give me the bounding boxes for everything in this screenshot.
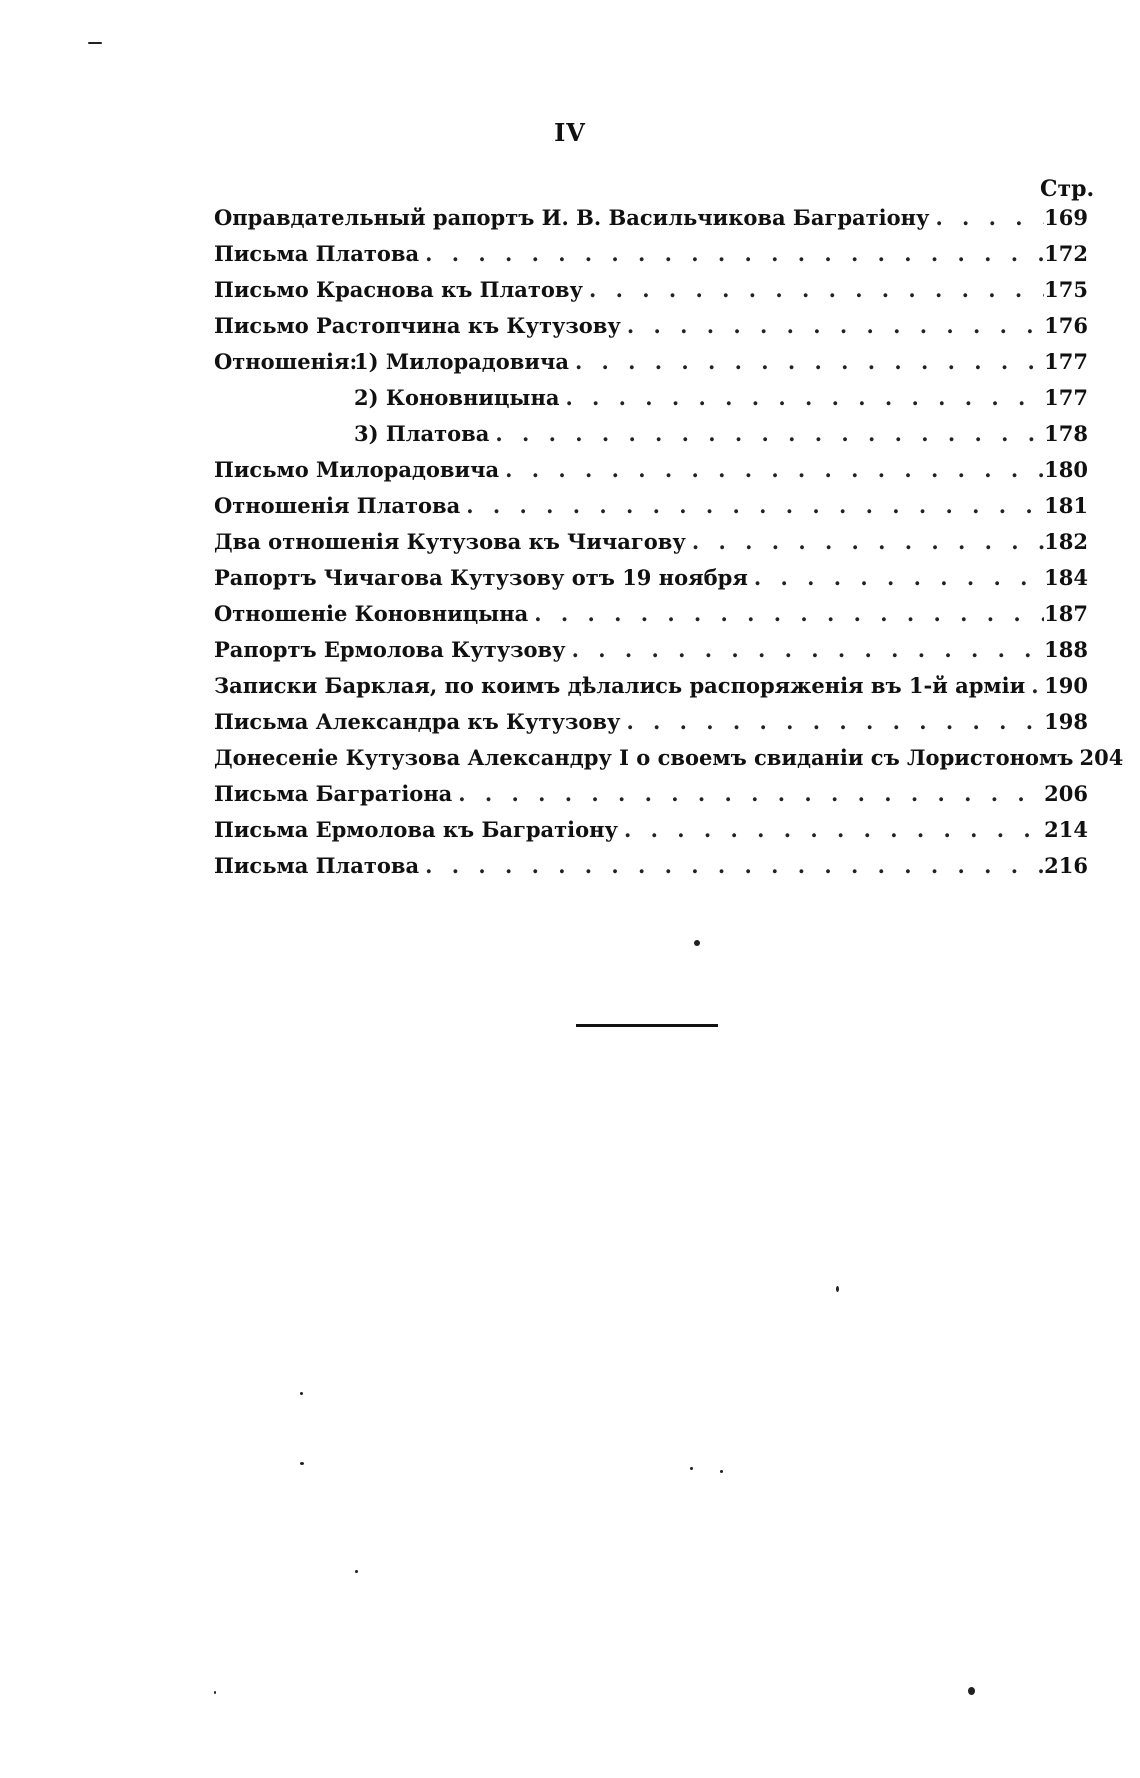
toc-dot-leader: [575, 349, 1044, 374]
toc-entry-page: 198: [1044, 709, 1088, 734]
toc-entry-page: 187: [1044, 601, 1088, 626]
toc-dot-leader: [624, 817, 1044, 842]
toc-entry: [214, 241, 1088, 277]
toc-entry-title: Письма Платова: [214, 853, 420, 878]
page-number: IV: [554, 118, 586, 147]
toc-entry: [214, 277, 1088, 313]
toc-entry-title: [214, 385, 565, 410]
toc-entry-title: Письмо Краснова къ Платову: [214, 277, 583, 302]
scan-speck: [88, 42, 102, 44]
toc-entry: [214, 493, 1088, 529]
toc-entry-page: 176: [1044, 313, 1088, 338]
toc-dot-leader: [935, 205, 1044, 230]
toc-entry-subtitle: 1) Милорадовича: [354, 349, 569, 374]
toc-entry-page: 177: [1044, 349, 1088, 374]
toc-entry-page: 214: [1044, 817, 1088, 842]
toc-entry-page: 172: [1044, 241, 1088, 266]
toc-entry: [214, 745, 1124, 781]
toc-entry-title: Письма Александра къ Кутузову: [214, 709, 621, 734]
toc-entry-title: Письма Багратіона: [214, 781, 453, 806]
toc-dot-leader: [1031, 673, 1044, 698]
toc-entry: [214, 421, 1088, 457]
toc-entry-title: Рапортъ Ермолова Кутузову: [214, 637, 566, 662]
toc-dot-leader: [692, 529, 1044, 554]
toc-entry-title: Донесеніе Кутузова Александру I о своемъ свиданіи съ Лористономъ: [214, 745, 1074, 770]
scan-speck: [300, 1392, 303, 1395]
toc-entry-page: 181: [1044, 493, 1088, 518]
scan-speck: [214, 1691, 216, 1694]
toc-entry: [214, 637, 1088, 673]
toc-entry-page: 188: [1044, 637, 1088, 662]
toc-entry-title: [214, 349, 575, 374]
scan-speck: [300, 1462, 304, 1465]
toc-entry-page: 184: [1044, 565, 1088, 590]
toc-dot-leader: [425, 853, 1044, 878]
toc-entry: [214, 529, 1088, 565]
toc-entry-title: Два отношенія Кутузова къ Чичагову: [214, 529, 686, 554]
toc-entry-title: Письмо Милорадовича: [214, 457, 500, 482]
scan-speck: [694, 940, 700, 946]
toc-entry-title: Письма Ермолова къ Багратіону: [214, 817, 618, 842]
toc-entry-page: 180: [1044, 457, 1088, 482]
toc-entry-page: 206: [1044, 781, 1088, 806]
toc-dot-leader: [425, 241, 1044, 266]
page-column-label: Стр.: [1040, 176, 1095, 202]
toc-entry: [214, 673, 1088, 709]
toc-entry: [214, 817, 1088, 853]
toc-entry-page: 216: [1044, 853, 1088, 878]
toc-entry-subtitle: 2) Коновницына: [354, 385, 560, 410]
scan-speck: [836, 1286, 839, 1292]
toc-entry-page: 175: [1044, 277, 1088, 302]
toc-entry: [214, 565, 1088, 601]
scan-speck: [968, 1687, 975, 1695]
toc-dot-leader: [495, 421, 1044, 446]
toc-entry-title: Оправдательный рапортъ И. В. Васильчикова Багратіону: [214, 205, 930, 230]
toc-entry-subtitle: 3) Платова: [354, 421, 490, 446]
toc-entry-title: Письмо Растопчина къ Кутузову: [214, 313, 621, 338]
scan-speck: [720, 1470, 723, 1473]
toc-entry: [214, 601, 1088, 637]
toc-entry: [214, 205, 1088, 241]
toc-entry-page: 182: [1044, 529, 1088, 554]
toc-entry: [214, 349, 1088, 385]
toc-entry: [214, 781, 1088, 817]
toc-dot-leader: [466, 493, 1044, 518]
toc-entry: [214, 313, 1088, 349]
toc-entry: [214, 457, 1088, 493]
closing-rule: [576, 1024, 718, 1027]
toc-entry-page: 177: [1044, 385, 1088, 410]
toc-entry-page: 178: [1044, 421, 1088, 446]
toc-entry: [214, 385, 1088, 421]
toc-entry-title: Отношеніе Коновницына: [214, 601, 529, 626]
toc-entry-page: 190: [1044, 673, 1088, 698]
toc-dot-leader: [505, 457, 1044, 482]
toc-dot-leader: [626, 709, 1044, 734]
toc-dot-leader: [534, 601, 1044, 626]
toc-dot-leader: [572, 637, 1044, 662]
toc-entry-title: Письма Платова: [214, 241, 420, 266]
toc-dot-leader: [754, 565, 1044, 590]
toc-entry-title: Записки Барклая, по коимъ дѣлались распоряженія въ 1-й арміи: [214, 673, 1026, 698]
toc-entry-page: 204: [1079, 745, 1124, 770]
toc-entry: [214, 853, 1088, 889]
toc-dot-leader: [627, 313, 1044, 338]
toc-entry-page: 169: [1044, 205, 1088, 230]
toc-entry-title: Рапортъ Чичагова Кутузову отъ 19 ноября: [214, 565, 748, 590]
toc-entry-title: Отношенія Платова: [214, 493, 461, 518]
toc-dot-leader: [458, 781, 1044, 806]
toc-entry-prefix: Отношенія:: [214, 349, 358, 374]
table-of-contents: [214, 205, 1124, 889]
toc-dot-leader: [565, 385, 1044, 410]
toc-dot-leader: [589, 277, 1044, 302]
scan-speck: [355, 1570, 358, 1573]
toc-entry-title: [214, 421, 495, 446]
scan-speck: [690, 1467, 693, 1470]
toc-entry: [214, 709, 1088, 745]
